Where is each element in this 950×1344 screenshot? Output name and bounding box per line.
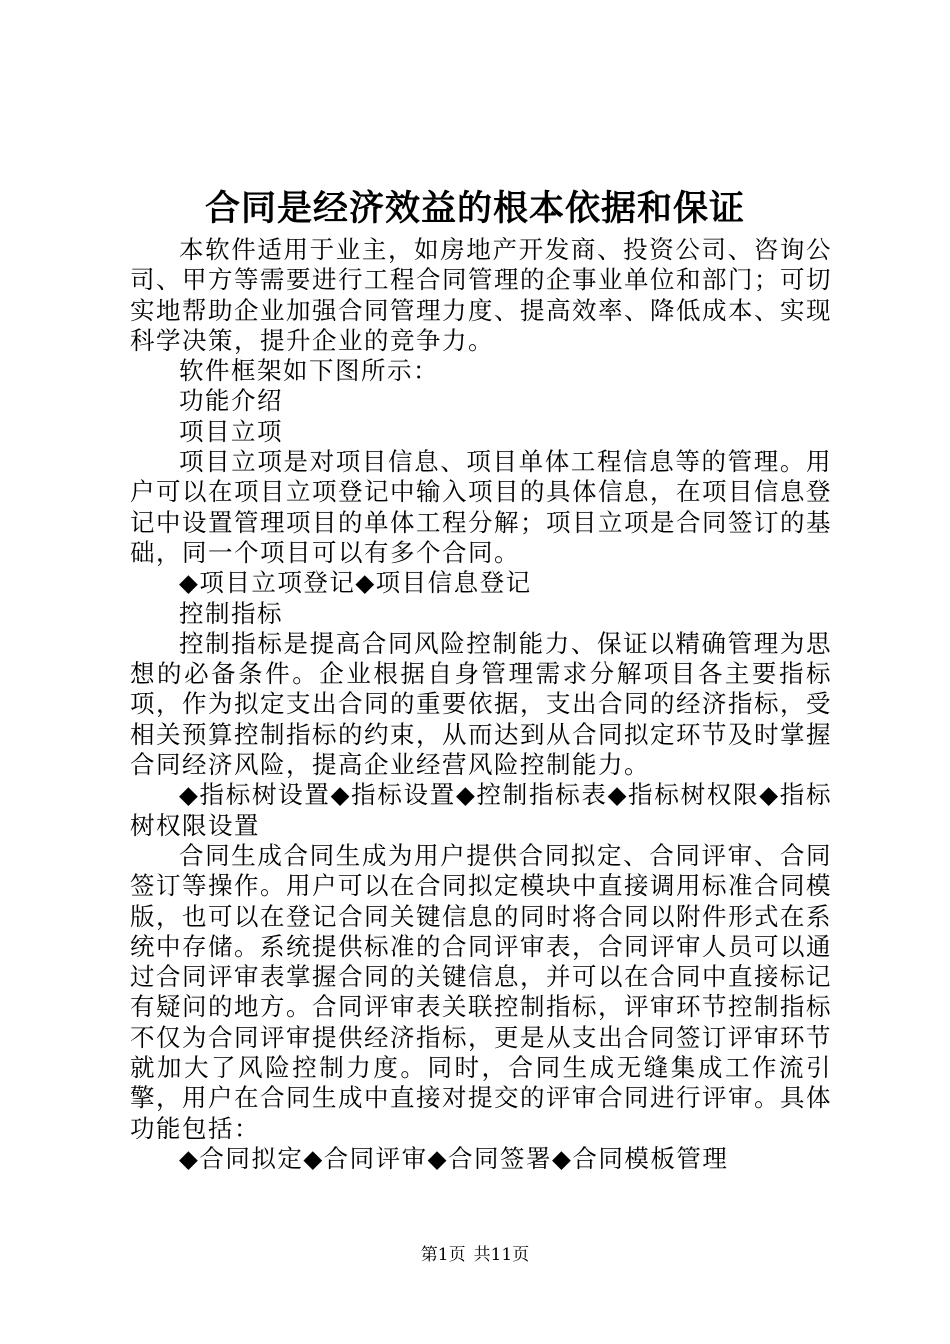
- section-heading: 控制指标: [179, 598, 283, 628]
- paragraph: 控制指标是提高合同风险控制能力、保证以精确管理为思想的必备条件。企业根据自身管理需求分解项目各主要指标项，作为拟定支出合同的重要依据，支出合同的经济指标，受相关预算控制指标的约束，从而达到从合同拟定环节及时掌握合同经济风险，提高企业经营风险控制能力。: [130, 628, 832, 780]
- feature-list: ◆合同拟定◆合同评审◆合同签署◆合同模板管理: [179, 1143, 729, 1173]
- feature-list: ◆指标树设置◆指标设置◆控制指标表◆指标树权限◆指标树权限设置: [130, 780, 832, 840]
- paragraph: 本软件适用于业主，如房地产开发商、投资公司、咨询公司、甲方等需要进行工程合同管理的企事业单位和部门；可切实地帮助企业加强合同管理力度、提高效率、降低成本、实现科学决策，提升企业的竞争力。: [130, 235, 832, 355]
- page-number: 第1页: [420, 1245, 466, 1265]
- section-heading: 项目立项: [179, 416, 283, 446]
- paragraph: 项目立项是对项目信息、项目单体工程信息等的管理。用户可以在项目立项登记中输入项目的具体信息，在项目信息登记中设置管理项目的单体工程分解；项目立项是合同签订的基础，同一个项目可以有多个合同。: [130, 447, 832, 567]
- document-title: 合同是经济效益的根本依据和保证: [204, 188, 745, 229]
- page-total: 共11页: [473, 1245, 530, 1265]
- document-body: [130, 235, 832, 1174]
- paragraph: 合同生成合同生成为用户提供合同拟定、合同评审、合同签订等操作。用户可以在合同拟定模块中直接调用标准合同模版，也可以在登记合同关键信息的同时将合同以附件形式在系统中存储。系统提供标准的合同评审表，合同评审人员可以通过合同评审表掌握合同的关键信息，并可以在合同中直接标记有疑问的地方。合同评审表关联控制指标，评审环节控制指标不仅为合同评审提供经济指标，更是从支出合同签订评审环节就加大了风险控制力度。同时，合同生成无缝集成工作流引擎，用户在合同生成中直接对提交的评审合同进行评审。具体功能包括：: [130, 840, 832, 1143]
- section-heading: 功能介绍: [179, 386, 283, 416]
- paragraph: 软件框架如下图所示：: [179, 356, 439, 386]
- page-footer: [0, 1244, 950, 1266]
- feature-list: ◆项目立项登记◆项目信息登记: [179, 568, 532, 598]
